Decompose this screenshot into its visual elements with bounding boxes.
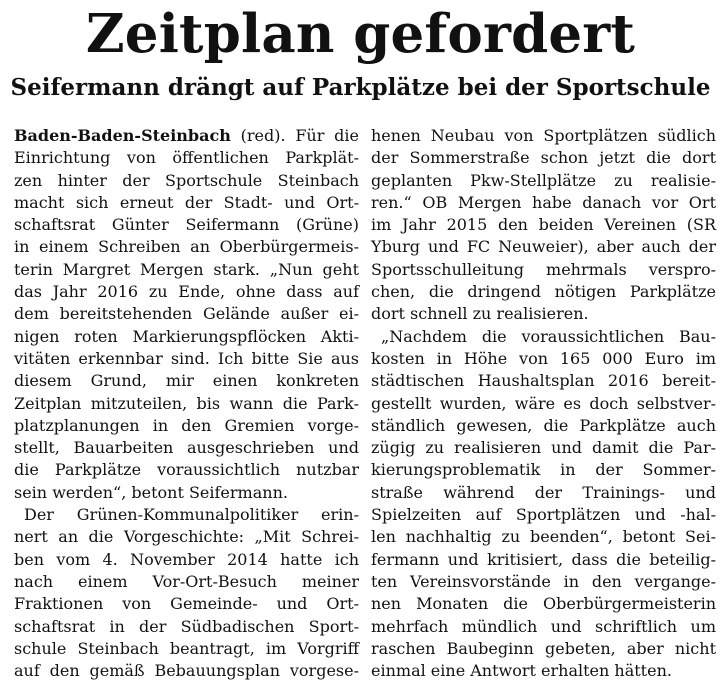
text-line: ren.“ OB Mergen habe danach vor Ort bbox=[371, 192, 716, 212]
text-line: Fraktionen von Gemeinde- und Ort- bbox=[14, 594, 359, 614]
text-line: geplanten Pkw-Stellplätze zu realisie- bbox=[371, 170, 716, 190]
text-line: sein werden“, betont Seifermann. bbox=[14, 482, 288, 502]
text-line: einmal eine Antwort erhalten hätten. bbox=[371, 661, 672, 681]
text-line: diesem Grund, mir einen konkreten bbox=[14, 371, 359, 391]
dateline: Baden-Baden-Steinbach bbox=[14, 126, 231, 145]
text-line: raschen Baubeginn gebeten, aber nicht bbox=[371, 638, 716, 658]
subheadline: Seifermann drängt auf Parkplätze bei der Sportschule bbox=[10, 74, 711, 101]
text-line: schaftsrat Günter Seifermann (Grüne) bbox=[14, 215, 359, 235]
text-line: dem bereitstehenden Gelände außer ei- bbox=[14, 304, 359, 324]
text-line: „Nachdem die voraussichtlichen Bau- bbox=[381, 326, 716, 346]
text-line: len nachhaltig zu beenden“, betont Sei- bbox=[371, 527, 716, 547]
text-line: nach einem Vor-Ort-Besuch meiner bbox=[14, 571, 359, 591]
text-line bbox=[14, 125, 359, 147]
text-line: chen, die dringend nötigen Parkplätze bbox=[371, 282, 716, 302]
text-line: vitäten erkennbar sind. Ich bitte Sie aus bbox=[14, 348, 359, 368]
text-line: Spielzeiten auf Sportplätzen und -hal- bbox=[371, 505, 716, 525]
headline: Zeitplan gefordert bbox=[85, 3, 636, 65]
text-line: zen hinter der Sportschule Steinbach bbox=[14, 170, 359, 190]
text-line: mehrfach mündlich und schriftlich um bbox=[371, 616, 716, 636]
text-span: (red). Für die bbox=[230, 126, 359, 145]
text-line: Sportsschulleitung mehrmals verspro- bbox=[371, 259, 716, 279]
text-line: das Jahr 2016 zu Ende, ohne dass auf bbox=[14, 282, 359, 302]
text-line: nen Monaten die Oberbürgermeisterin bbox=[371, 594, 716, 614]
text-line: der Sommerstraße schon jetzt die dort bbox=[371, 148, 716, 168]
text-line: henen Neubau von Sportplätzen südlich bbox=[371, 126, 716, 145]
left-column bbox=[14, 125, 359, 682]
text-line: nigen roten Markierungspflöcken Akti- bbox=[14, 326, 359, 346]
text-line: terin Margret Mergen stark. „Nun geht bbox=[14, 259, 359, 279]
text-line: straße während der Trainings- und bbox=[371, 482, 716, 502]
text-line: ben vom 4. November 2014 hatte ich bbox=[14, 549, 359, 569]
text-line: ten Vereinsvorstände in den vergange- bbox=[371, 571, 716, 591]
text-line: gestellt wurden, wäre es doch selbstver- bbox=[371, 393, 716, 413]
text-line: macht sich erneut der Stadt- und Ort- bbox=[14, 192, 359, 212]
text-line: stellt, Bauarbeiten ausgeschrieben und bbox=[14, 438, 359, 458]
text-line: Der Grünen-Kommunalpolitiker erin- bbox=[24, 505, 359, 525]
text-line: in einem Schreiben an Oberbürgermeis- bbox=[14, 237, 359, 257]
text-line: nert an die Vorgeschichte: „Mit Schrei- bbox=[14, 527, 359, 547]
text-line: Yburg und FC Neuweier), aber auch der bbox=[371, 237, 716, 257]
text-line: ständlich gewesen, die Parkplätze auch bbox=[371, 415, 716, 435]
text-line: Einrichtung von öffentlichen Parkplät- bbox=[14, 148, 359, 168]
text-line: kosten in Höhe von 165 000 Euro im bbox=[371, 348, 716, 368]
text-line: kierungsproblematik in der Sommer- bbox=[371, 460, 716, 480]
text-line: fermann und kritisiert, dass die beteilig- bbox=[371, 549, 716, 569]
text-line: die Parkplätze voraussichtlich nutzbar bbox=[14, 460, 359, 480]
right-column bbox=[371, 125, 716, 682]
text-line: im Jahr 2015 den beiden Vereinen (SR bbox=[371, 215, 716, 235]
text-line: städtischen Haushaltsplan 2016 bereit- bbox=[371, 371, 716, 391]
text-line: schaftsrat in der Südbadischen Sport- bbox=[14, 616, 359, 636]
text-line: schule Steinbach beantragt, im Vorgriff bbox=[14, 638, 359, 658]
text-line: zügig zu realisieren und damit die Par- bbox=[371, 438, 716, 458]
text-line: Zeitplan mitzuteilen, bis wann die Park- bbox=[14, 393, 359, 413]
text-line: auf den gemäß Bebauungsplan vorgese- bbox=[14, 661, 359, 681]
text-line: platzplanungen in den Gremien vorge- bbox=[14, 415, 359, 435]
text-line: dort schnell zu realisieren. bbox=[371, 304, 589, 324]
